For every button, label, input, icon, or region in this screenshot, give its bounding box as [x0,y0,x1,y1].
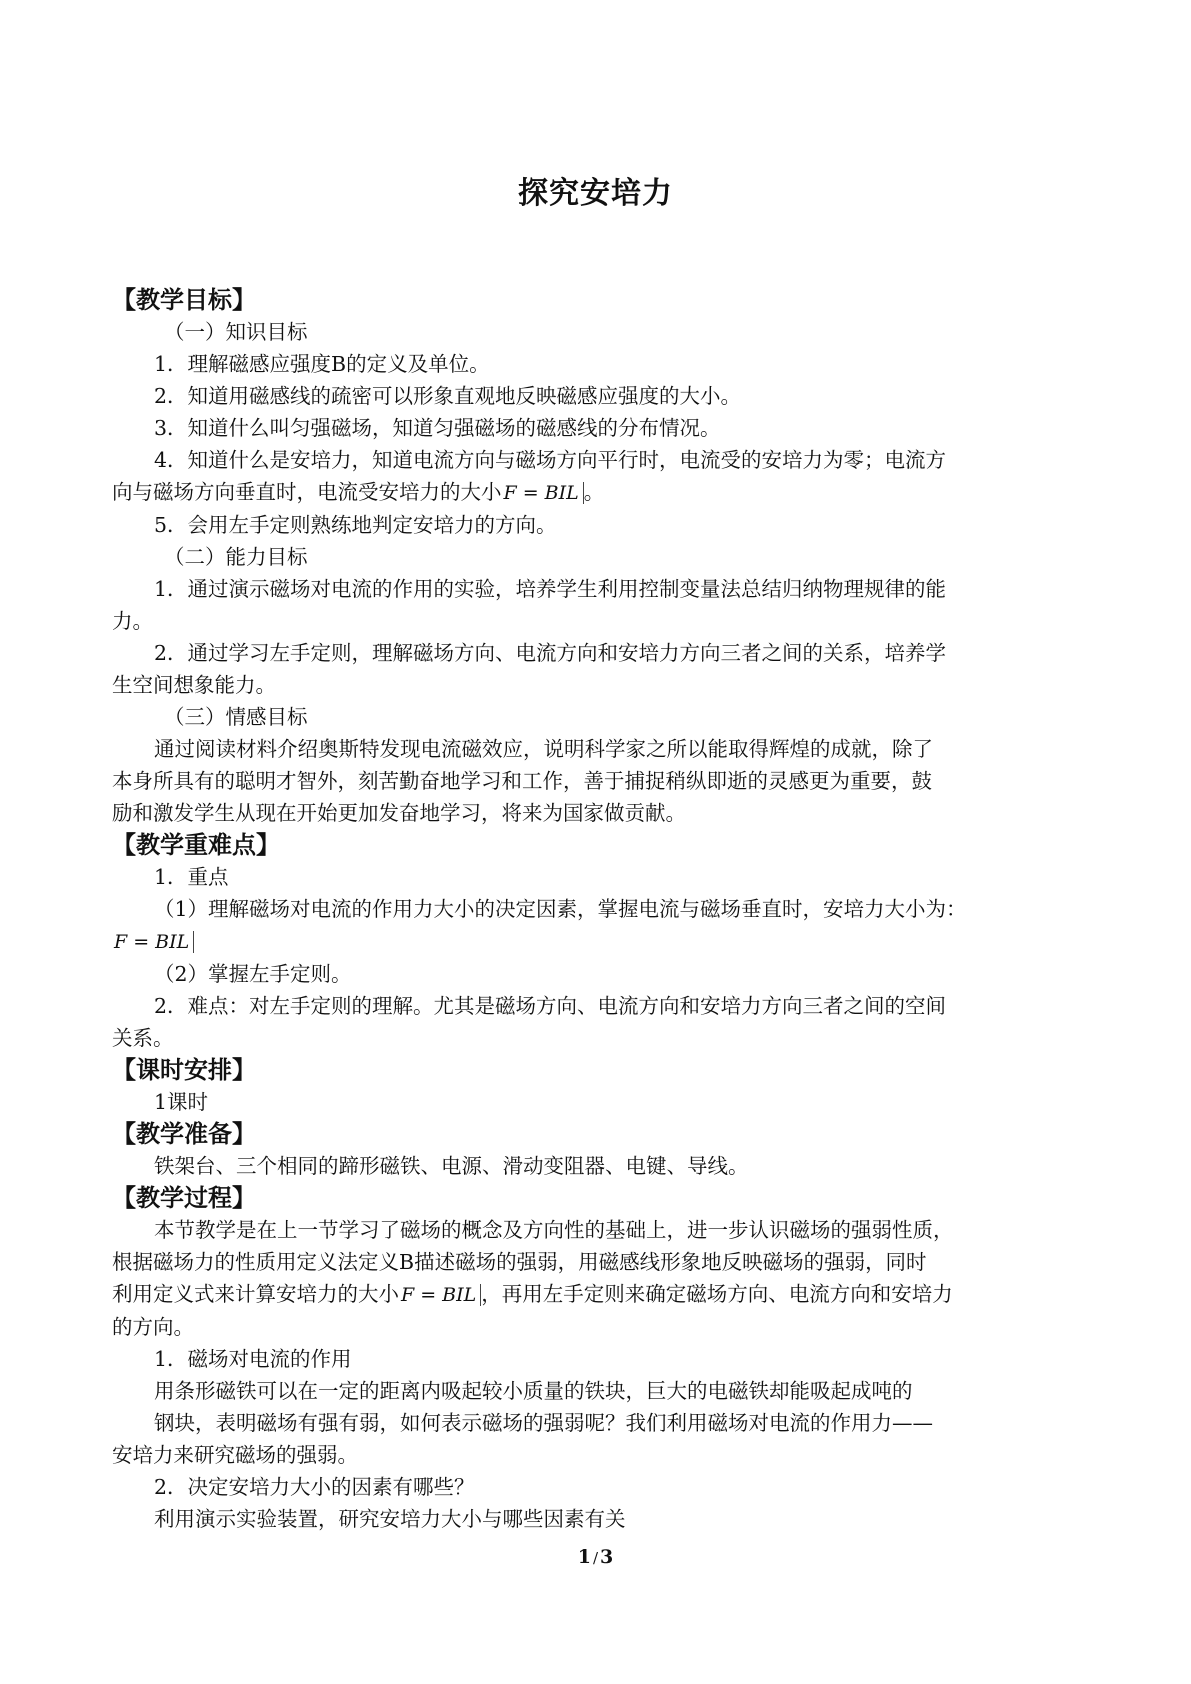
focus-1-formula-line [112,925,1090,958]
process-step-1-label: 1．磁场对电流的作用 [154,1347,352,1371]
emotion-objective-line-2: 本身所具有的聪明才智外，刻苦勤奋地学习和工作，善于捕捉稍纵即逝的灵感更为重要，鼓 [112,769,932,793]
ability-objective-2-line-2: 生空间想象能力。 [112,673,276,697]
knowledge-objective-5: 5．会用左手定则熟练地判定安培力的方向。 [154,513,557,537]
formula-ampere-force-2: F = BIL [112,931,194,953]
knowledge-objective-4-line-1: 4．知道什么是安培力，知道电流方向与磁场方向平行时，电流受的安培力为零；电流方 [154,448,947,472]
process-step-1-line-3: 安培力来研究磁场的强弱。 [112,1443,358,1467]
document-body [112,284,1090,1535]
difficulty-line-1: 2．难点：对左手定则的理解。尤其是磁场方向、电流方向和安培力方向三者之间的空间 [154,994,947,1018]
schedule-text: 1课时 [154,1090,209,1114]
current-page: 1 [577,1546,591,1568]
total-pages: 3 [600,1546,614,1568]
ability-objective-1-line-1: 1．通过演示磁场对电流的作用的实验，培养学生利用控制变量法总结归纳物理规律的能 [154,577,947,601]
ability-objectives-label: （二）能力目标 [164,545,308,569]
emotion-objectives-label: （三）情感目标 [164,705,308,729]
ability-objective-2-line-1: 2．通过学习左手定则，理解磁场方向、电流方向和安培力方向三者之间的关系，培养学 [154,641,947,665]
formula-ampere-force: F = BIL [502,482,584,504]
formula-ampere-force-3: F = BIL [399,1284,481,1306]
intro-c1: 利用定义式来计算安培力的大小 [112,1282,399,1306]
process-heading: 【教学过程】 [112,1184,256,1212]
knowledge-objective-2: 2．知道用磁感线的疏密可以形象直观地反映磁感应强度的大小。 [154,384,742,408]
page-separator: / [592,1549,599,1567]
preparation-text: 铁架台、三个相同的蹄形磁铁、电源、滑动变阻器、电键、导线。 [154,1154,749,1178]
process-step-1-line-1: 用条形磁铁可以在一定的距离内吸起较小质量的铁块，巨大的电磁铁却能吸起成吨的 [154,1379,913,1403]
emotion-objective-line-3: 励和激发学生从现在开始更加发奋地学习，将来为国家做贡献。 [112,801,686,825]
page-number [0,1546,1191,1568]
key-points-heading: 【教学重难点】 [112,831,280,859]
focus-1: （1）理解磁场对电流的作用力大小的决定因素，掌握电流与磁场垂直时，安培力大小为： [154,897,967,921]
objectives-heading: 【教学目标】 [112,286,256,314]
emotion-objective-line-1: 通过阅读材料介绍奥斯特发现电流磁效应，说明科学家之所以能取得辉煌的成就，除了 [154,737,933,761]
preparation-heading: 【教学准备】 [112,1120,256,1148]
process-step-2-line-1: 利用演示实验装置，研究安培力大小与哪些因素有关 [154,1507,626,1531]
process-intro-line-4: 的方向。 [112,1315,194,1339]
schedule-heading: 【课时安排】 [112,1056,256,1084]
k4-end: 。 [583,480,605,504]
focus-label: 1．重点 [154,865,229,889]
intro-c2: ，再用左手定则来确定磁场方向、电流方向和安培力 [481,1282,953,1306]
knowledge-objective-4-line-2 [112,476,1090,509]
process-intro-line-1: 本节教学是在上一节学习了磁场的概念及方向性的基础上，进一步认识磁场的强弱性质， [154,1218,954,1242]
process-step-1-line-2: 钢块，表明磁场有强有弱，如何表示磁场的强弱呢？我们利用磁场对电流的作用力—— [154,1411,933,1435]
k4-text: 向与磁场方向垂直时，电流受安培力的大小 [112,480,502,504]
knowledge-objective-1: 1．理解磁感应强度B的定义及单位。 [154,352,490,376]
knowledge-objective-3: 3．知道什么叫匀强磁场，知道匀强磁场的磁感线的分布情况。 [154,416,721,440]
process-step-2-label: 2．决定安培力大小的因素有哪些？ [154,1475,475,1499]
process-intro-line-3 [112,1278,1090,1311]
page-title: 探究安培力 [518,176,673,211]
knowledge-objectives-label: （一）知识目标 [164,320,308,344]
focus-2: （2）掌握左手定则。 [154,962,352,986]
ability-objective-1-line-2: 力。 [112,609,153,633]
process-intro-line-2: 根据磁场力的性质用定义法定义B描述磁场的强弱，用磁感线形象地反映磁场的强弱，同时 [112,1250,927,1274]
difficulty-line-2: 关系。 [112,1026,174,1050]
